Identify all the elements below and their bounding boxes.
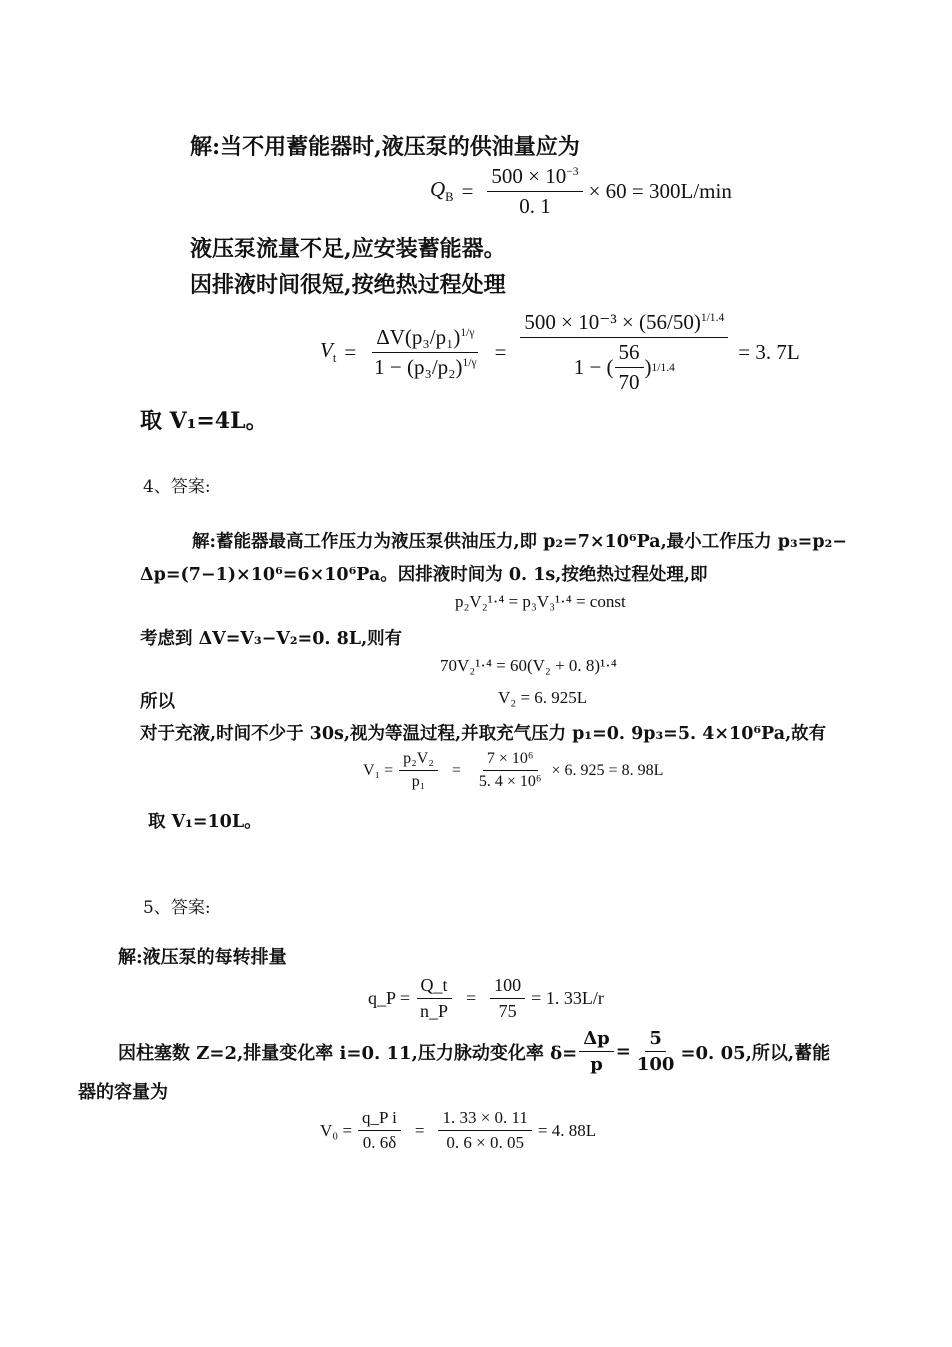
a5v0-f2-numerator: 1. 33 × 0. 11 [438, 1108, 531, 1131]
a4v1-f1-denominator: p₁ [411, 773, 426, 790]
answer5-eq-qp: q_P = $\frac{Q\_t}{n\_P}$ = $\frac{100}{75}$ = 1. 33L/r [368, 975, 604, 1021]
vt-f2-numerator-exp: 1/1.4 [700, 312, 725, 324]
answer4-line-4: 对于充液,时间不少于 30s,视为等温过程,并取充气压力 p₁=0. 9p₃=5. 4×10⁶Pa,故有 [140, 724, 827, 744]
a5l2-text-a: 因柱塞数 Z=2,排量变化率 i=0. 11,压力脉动变化率 δ= [118, 1042, 578, 1064]
vt-f2-denominator-prefix: 1 − ( [573, 355, 614, 379]
adiabatic-process-line: 因排液时间很短,按绝热过程处理 [190, 272, 506, 298]
a5l2-f1-numerator: Δp [579, 1028, 614, 1052]
vt-f2-denominator-exp: 1/1.4 [651, 361, 675, 374]
a5v0-f1-denominator: 0. 6δ [362, 1133, 397, 1152]
a5qp-f1-denominator: n_P [420, 1001, 449, 1021]
a5l2-text-b: =0. 05,所以,蓄能 [680, 1042, 831, 1064]
pump-insufficient-line: 液压泵流量不足,应安装蓄能器。 [190, 236, 506, 262]
a4v1-f2-denominator: 5. 4 × 10⁶ [478, 773, 542, 790]
a5l2-f2-numerator: 5 [645, 1028, 666, 1052]
qb-denominator: 0. 1 [519, 194, 551, 218]
a5qp-lhs: q_P = [368, 988, 410, 1008]
a5v0-lhs: V₀ = [320, 1120, 353, 1140]
equation-vt: $V_t$ = $\frac{\Delta V(p_3/p_1)^{1/\gamma}}{1 - (p_3/p_2)^{1/\gamma}}$ = $500 \times 10^{-3} \times (56/50)^{1/1.4}$ 1 − ( $\frac{56}{70}$ ) 1/1.4 = 3. 7L [320, 310, 800, 394]
qb-numerator: 500 × 10 [491, 164, 567, 188]
a5v0-f1-numerator: q_P i [358, 1108, 401, 1131]
equation-qb: $Q_B$ = $\frac{500 \times 10^{-3}}{0. 1}$ × 60 = 300L/min [430, 164, 732, 218]
a4v1-f2-numerator: 7 × 10⁶ [483, 750, 538, 771]
answer-5-heading: 5、答案: [143, 898, 211, 918]
vt-f2-inner-denominator: 70 [618, 370, 640, 394]
vt-lhs: V [320, 338, 333, 363]
answer4-line-2: Δp=(7−1)×10⁶=6×10⁶Pa。因排液时间为 0. 1s,按绝热过程处理,即 [140, 565, 708, 585]
vt-f1-numerator: ΔV(p₃/p₁) [376, 325, 461, 349]
answer4-line-3: 考虑到 ΔV=V₃−V₂=0. 8L,则有 [140, 629, 403, 649]
answer4-take-v1: 取 V₁=10L。 [148, 812, 262, 832]
answer4-line-1: 解:蓄能器最高工作压力为液压泵供油压力,即 p₂=7×10⁶Pa,最小工作压力 p₃=p₂− [192, 532, 847, 552]
vt-f1-denominator: 1 − (p₃/p₂) [374, 355, 463, 379]
a5qp-result: = 1. 33L/r [531, 988, 604, 1008]
answer4-suoyi: 所以 [140, 692, 175, 712]
qb-numerator-exp: −3 [566, 166, 579, 178]
vt-result: = 3. 7L [738, 340, 800, 364]
qb-lhs: Q [430, 177, 446, 202]
vt-f2-inner-numerator: 56 [615, 340, 644, 368]
answer5-line-3: 器的容量为 [78, 1082, 168, 1103]
qb-lhs-sub: B [445, 190, 454, 205]
a5l2-f1-denominator: p [590, 1054, 603, 1075]
solution-intro-line: 解:当不用蓄能器时,液压泵的供油量应为 [190, 134, 580, 160]
a4v1-result: × 6. 925 = 8. 98L [551, 761, 664, 779]
answer-4-heading: 4、答案: [143, 477, 211, 497]
answer4-eq-v1: V₁ = $\frac{\text{p₂V₂}}{\text{p₁}}$ = $\frac{\text{7 × 10⁶}}{\text{5. 4 × 10⁶}}$ × 6. 925 = 8. 98L [363, 750, 664, 790]
a5v0-f2-denominator: 0. 6 × 0. 05 [446, 1133, 524, 1152]
answer5-line-1: 解:液压泵的每转排量 [118, 947, 287, 968]
a5qp-f2-denominator: 75 [498, 1001, 517, 1021]
vt-lhs-sub: t [332, 351, 337, 366]
vt-fraction-2: $500 \times 10^{-3} \times (56/50)^{1/1.4}$ 1 − ( $\frac{56}{70}$ ) 1/1.4 [520, 310, 728, 395]
qb-result: × 60 = 300L/min [588, 179, 732, 203]
a5qp-f1-numerator: Q_t [417, 975, 452, 999]
vt-f1-numerator-exp: 1/γ [460, 327, 475, 339]
a5v0-result: = 4. 88L [537, 1120, 597, 1140]
vt-fraction-1 [370, 325, 480, 380]
answer5-line-2: 因柱塞数 Z=2,排量变化率 i=0. 11,压力脉动变化率 δ= $\frac{\Delta p}{p}$ = $\frac{5}{100}$ =0. 05,所以,蓄能 [118, 1028, 831, 1075]
a5l2-f2-denominator: 100 [636, 1054, 675, 1075]
answer5-eq-v0: V₀ = $\frac{\text{q\_P i}}{0. 6\delta}$ = $\frac{1. 33 \times 0. 11}{0. 6 \times 0. 05}$ = 4. 88L [320, 1108, 597, 1152]
take-v1-4l: 取 V₁=4L。 [140, 408, 268, 434]
answer4-eq-adiabatic: p₂V₂¹·⁴ = p₃V₃¹·⁴ = const [455, 592, 626, 611]
vt-f1-denominator-exp: 1/γ [462, 357, 477, 369]
a4v1-f1-numerator: p₂V₂ [399, 750, 438, 771]
answer4-eq-v2: V₂ = 6. 925L [498, 688, 588, 707]
a4v1-lhs: V₁ = [363, 761, 394, 779]
a5qp-f2-numerator: 100 [490, 975, 525, 999]
vt-f2-numerator: 500 × 10⁻³ × (56/50) [524, 310, 701, 334]
answer4-eq-volume: 70V₂¹·⁴ = 60(V₂ + 0. 8)¹·⁴ [440, 656, 617, 675]
qb-fraction [487, 164, 582, 219]
